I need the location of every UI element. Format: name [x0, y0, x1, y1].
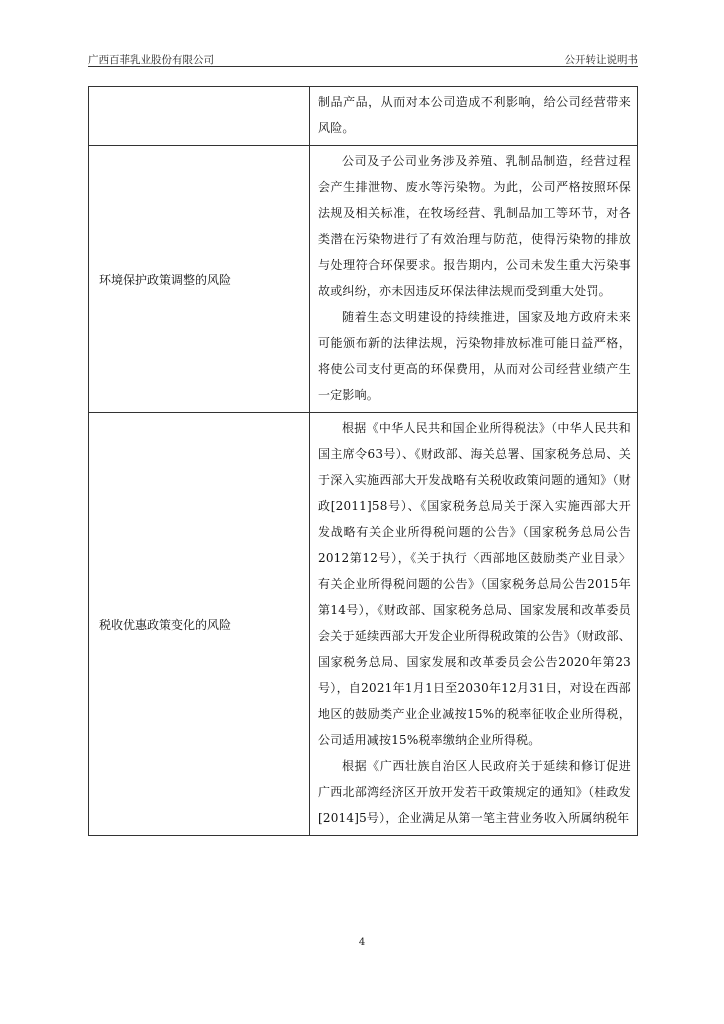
- risk-paragraph: 公司及子公司业务涉及养殖、乳制品制造，经营过程会产生排泄物、废水等污染物。为此，公司严格按照环保法规及相关标准，在牧场经营、乳制品加工等环节，对各类潜在污染物进行了有效治理与防范，使得污染物的排放与处理符合环保要求。报告期内，公司未发生重大污染事故或纠纷，亦未因违反环保法律法规而受到重大处罚。: [318, 154, 631, 298]
- risk-table: [88, 86, 638, 836]
- risk-name-cell: [89, 87, 310, 146]
- risk-paragraph: 制品产品，从而对本公司造成不利影响，给公司经营带来风险。: [318, 95, 631, 135]
- table-row: [89, 413, 638, 836]
- header-divider: [88, 66, 638, 67]
- header-company-name: 广西百菲乳业股份有限公司: [88, 54, 214, 66]
- risk-description-cell: [310, 413, 638, 836]
- header-document-title: 公开转让说明书: [564, 54, 638, 66]
- risk-name-cell: 税收优惠政策变化的风险: [89, 413, 310, 836]
- risk-paragraph: 根据《中华人民共和国企业所得税法》（中华人民共和国主席令63号）、《财政部、海关总署、国家税务总局、关于深入实施西部大开发战略有关税收政策问题的通知》（财政[2011]58号）、《国家税务总局关于深入实施西部大开发战略有关企业所得税问题的公告》（国家税务总局公告2012第12号），《关于执行〈西部地区鼓励类产业目录〉有关企业所得税问题的公告》（国家税务总局公告2015年第14号），《财政部、国家税务总局、国家发展和改革委员会关于延续西部大开发企业所得税政策的公告》（财政部、国家税务总局、国家发展和改革委员会公告2020年第23号），自2021年1月1日至2030年12月31日，对设在西部地区的鼓励类产业企业减按15%的税率征收企业所得税，公司适用减按15%税率缴纳企业所得税。: [318, 421, 631, 747]
- risk-paragraph: 随着生态文明建设的持续推进，国家及地方政府未来可能颁布新的法律法规，污染物排放标准可能日益严格，将使公司支付更高的环保费用，从而对公司经营业绩产生一定影响。: [318, 310, 631, 402]
- table-row: [89, 146, 638, 413]
- risk-paragraph: 根据《广西壮族自治区人民政府关于延续和修订促进广西北部湾经济区开放开发若干政策规定的通知》（桂政发[2014]5号），企业满足从第一笔主营业务收入所属纳税年: [318, 759, 631, 825]
- page-number: 4: [358, 937, 366, 948]
- risk-description-cell: [310, 146, 638, 413]
- risk-name-cell: 环境保护政策调整的风险: [89, 146, 310, 413]
- risk-description-cell: [310, 87, 638, 146]
- table-row: [89, 87, 638, 146]
